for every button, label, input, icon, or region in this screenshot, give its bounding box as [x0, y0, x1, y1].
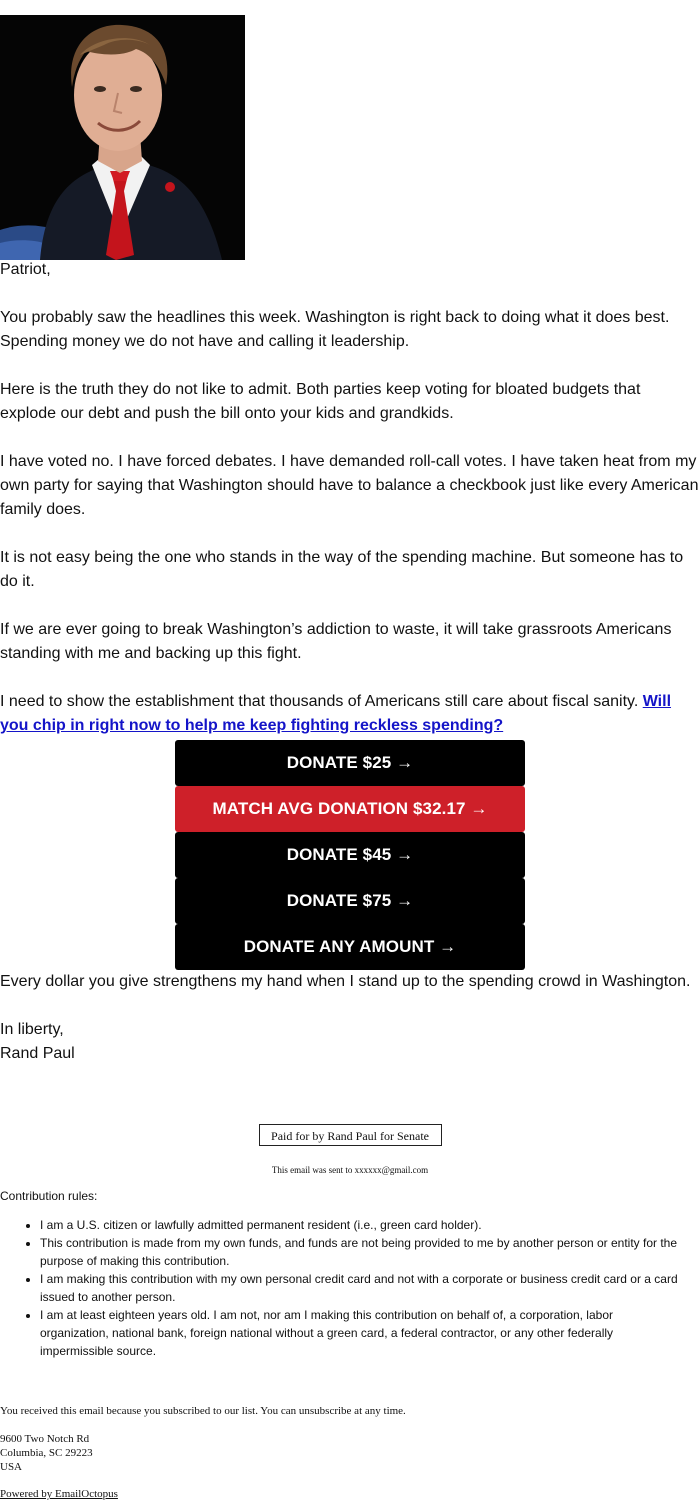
rule-item: • This contribution is made from my own funds, and funds are not being provided to me by another person or entity for the purpose of making this contribution. — [40, 1234, 680, 1270]
body-paragraph: Here is the truth they do not like to admit. Both parties keep voting for bloated budgets that explode our debt and push the bill onto your kids and grandkids. — [0, 381, 641, 422]
email-body — [0, 258, 700, 738]
ask-text: I need to show the establishment that thousands of Americans still care about fiscal sanity. — [0, 693, 643, 710]
powered-by-link[interactable]: Powered by EmailOctopus — [0, 1488, 118, 1500]
email-closing — [0, 970, 700, 1066]
donate-75-button[interactable]: DONATE $75 → — [175, 878, 525, 924]
mailing-address — [0, 1432, 93, 1474]
signature: Rand Paul — [0, 1045, 75, 1062]
rule-item: • I am making this contribution with my own personal credit card and not with a corporate or business credit card or a card issued to another person. — [40, 1270, 680, 1306]
rule-item: • I am at least eighteen years old. I am not, nor am I making this contribution on behalf of, a corporation, labor organization, national bank, foreign national without a green card, a federal contractor, or any other federally impermissible source. — [40, 1306, 680, 1360]
donation-buttons — [175, 740, 525, 970]
candidate-photo — [0, 15, 245, 260]
footer — [0, 1124, 700, 1176]
match-avg-donation-button[interactable]: MATCH AVG DONATION $32.17 → — [175, 786, 525, 832]
address-line: Columbia, SC 29223 — [0, 1447, 93, 1459]
body-paragraph: I have voted no. I have forced debates. I have demanded roll-call votes. I have taken heat from my own party for saying that Washington should have to balance a checkbook just like every American family does. — [0, 453, 699, 518]
contribution-rules-list — [0, 1216, 680, 1360]
body-paragraph: You probably saw the headlines this week. Washington is right back to doing what it does best. Spending money we do not have and calling it leadership. — [0, 309, 670, 350]
subscription-notice: You received this email because you subscribed to our list. You can unsubscribe at any time. — [0, 1405, 406, 1417]
donate-45-button[interactable]: DONATE $45 → — [175, 832, 525, 878]
signoff: In liberty, — [0, 1021, 64, 1038]
body-paragraph: It is not easy being the one who stands in the way of the spending machine. But someone has to do it. — [0, 549, 684, 590]
address-line: 9600 Two Notch Rd — [0, 1433, 90, 1445]
address-line: USA — [0, 1461, 23, 1473]
paid-for-disclaimer: Paid for by Rand Paul for Senate — [259, 1124, 442, 1146]
after-buttons-text: Every dollar you give strengthens my hand when I stand up to the spending crowd in Washington. — [0, 973, 691, 990]
ask-paragraph — [0, 690, 700, 738]
body-paragraph: If we are ever going to break Washington’s addiction to waste, it will take grassroots Americans standing with me and backing up this fight. — [0, 621, 672, 662]
rule-item: • I am a U.S. citizen or lawfully admitted permanent resident (i.e., green card holder). — [40, 1216, 680, 1234]
contribution-rules-title: Contribution rules: — [0, 1189, 98, 1203]
donate-25-button[interactable]: DONATE $25 → — [175, 740, 525, 786]
greeting: Patriot, — [0, 261, 51, 278]
sent-to-notice: This email was sent to xxxxxx@gmail.com — [271, 1165, 429, 1175]
donate-any-amount-button[interactable]: DONATE ANY AMOUNT → — [175, 924, 525, 970]
donate-link[interactable]: Will you chip in right now to help me keep fighting reckless spending? — [0, 693, 672, 734]
